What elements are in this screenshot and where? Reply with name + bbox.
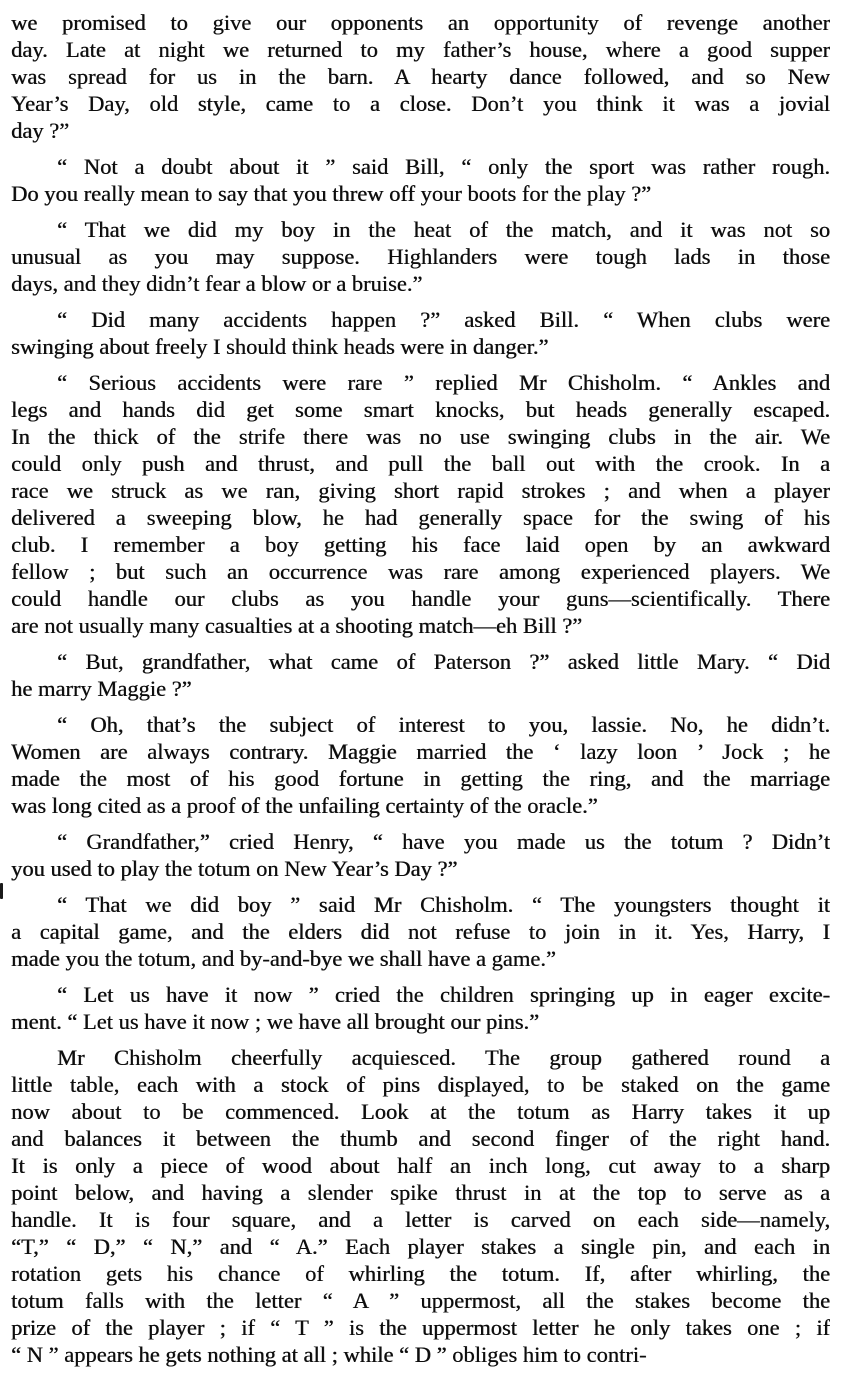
paragraph (11, 711, 830, 819)
text-line: was spread for us in the barn. A hearty dance followed, and so New (11, 64, 830, 89)
text-line: day. Late at night we returned to my father’s house, where a good supper (11, 37, 830, 62)
text-line: delivered a sweeping blow, he had generally space for the swing of his (11, 505, 830, 530)
text-line: “ Not a doubt about it ” said Bill, “ only the sport was rather rough. (57, 154, 830, 179)
text-line: a capital game, and the elders did not refuse to join in it. Yes, Harry, I (11, 919, 830, 944)
paragraph (11, 369, 830, 639)
text-line: Women are always contrary. Maggie married the ‘ lazy loon ’ Jock ; he (11, 739, 830, 764)
text-line: race we struck as we ran, giving short rapid strokes ; and when a player (11, 478, 830, 503)
text-line: ment. “ Let us have it now ; we have all brought our pins.” (11, 1009, 539, 1034)
page-text (11, 9, 830, 1368)
text-line: could only push and thrust, and pull the ball out with the crook. In a (11, 451, 830, 476)
text-line: Do you really mean to say that you threw off your boots for the play ?” (11, 181, 652, 206)
text-line: swinging about freely I should think heads were in danger.” (11, 334, 549, 359)
text-line: days, and they didn’t fear a blow or a bruise.” (11, 271, 423, 296)
text-line: prize of the player ; if “ T ” is the uppermost letter he only takes one ; if (11, 1315, 830, 1340)
text-line: totum falls with the letter “ A ” uppermost, all the stakes become the (11, 1288, 830, 1313)
paragraph (11, 1044, 830, 1368)
text-line: was long cited as a proof of the unfailing certainty of the oracle.” (11, 793, 598, 818)
paragraph (11, 9, 830, 144)
text-line: “ Serious accidents were rare ” replied Mr Chisholm. “ Ankles and (57, 370, 830, 395)
text-line: Year’s Day, old style, came to a close. Don’t you think it was a jovial (11, 91, 830, 116)
text-line: “ N ” appears he gets nothing at all ; while “ D ” obliges him to contri- (11, 1342, 647, 1367)
text-line: and balances it between the thumb and second finger of the right hand. (11, 1126, 830, 1151)
text-line: “ Did many accidents happen ?” asked Bill. “ When clubs were (57, 307, 830, 332)
scan-artifact (0, 883, 3, 899)
text-line: “ Grandfather,” cried Henry, “ have you made us the totum ? Didn’t (57, 829, 830, 854)
text-line: now about to be commenced. Look at the totum as Harry takes it up (11, 1099, 830, 1124)
paragraph (11, 828, 830, 882)
text-line: Mr Chisholm cheerfully acquiesced. The group gathered round a (57, 1045, 830, 1070)
text-line: little table, each with a stock of pins displayed, to be staked on the game (11, 1072, 830, 1097)
text-line: “ But, grandfather, what came of Paterson ?” asked little Mary. “ Did (57, 649, 830, 674)
text-line: rotation gets his chance of whirling the totum. If, after whirling, the (11, 1261, 830, 1286)
paragraph (11, 891, 830, 972)
text-line: he marry Maggie ?” (11, 676, 192, 701)
text-line: “ Oh, that’s the subject of interest to you, lassie. No, he didn’t. (57, 712, 830, 737)
text-line: In the thick of the strife there was no use swinging clubs in the air. We (11, 424, 830, 449)
text-line: made the most of his good fortune in getting the ring, and the marriage (11, 766, 830, 791)
text-line: “ That we did boy ” said Mr Chisholm. “ The youngsters thought it (57, 892, 830, 917)
text-line: point below, and having a slender spike thrust in at the top to serve as a (11, 1180, 830, 1205)
text-line: we promised to give our opponents an opportunity of revenge another (11, 10, 830, 35)
text-line: fellow ; but such an occurrence was rare among experienced players. We (11, 559, 830, 584)
text-line: legs and hands did get some smart knocks, but heads generally escaped. (11, 397, 830, 422)
text-line: club. I remember a boy getting his face laid open by an awkward (11, 532, 830, 557)
text-line: day ?” (11, 118, 70, 143)
text-line: are not usually many casualties at a shooting match—eh Bill ?” (11, 613, 583, 638)
text-line: “ Let us have it now ” cried the children springing up in eager excite- (57, 982, 830, 1007)
paragraph (11, 648, 830, 702)
text-line: “ That we did my boy in the heat of the match, and it was not so (57, 217, 830, 242)
text-line: made you the totum, and by-and-bye we shall have a game.” (11, 946, 556, 971)
paragraph (11, 216, 830, 297)
paragraph (11, 153, 830, 207)
text-line: “T,” “ D,” “ N,” and “ A.” Each player stakes a single pin, and each in (11, 1234, 830, 1259)
text-line: could handle our clubs as you handle your guns—scientifically. There (11, 586, 830, 611)
text-line: handle. It is four square, and a letter is carved on each side—namely, (11, 1207, 830, 1232)
paragraph (11, 981, 830, 1035)
text-line: It is only a piece of wood about half an inch long, cut away to a sharp (11, 1153, 830, 1178)
text-line: you used to play the totum on New Year’s Day ?” (11, 856, 458, 881)
paragraph (11, 306, 830, 360)
text-line: unusual as you may suppose. Highlanders were tough lads in those (11, 244, 830, 269)
